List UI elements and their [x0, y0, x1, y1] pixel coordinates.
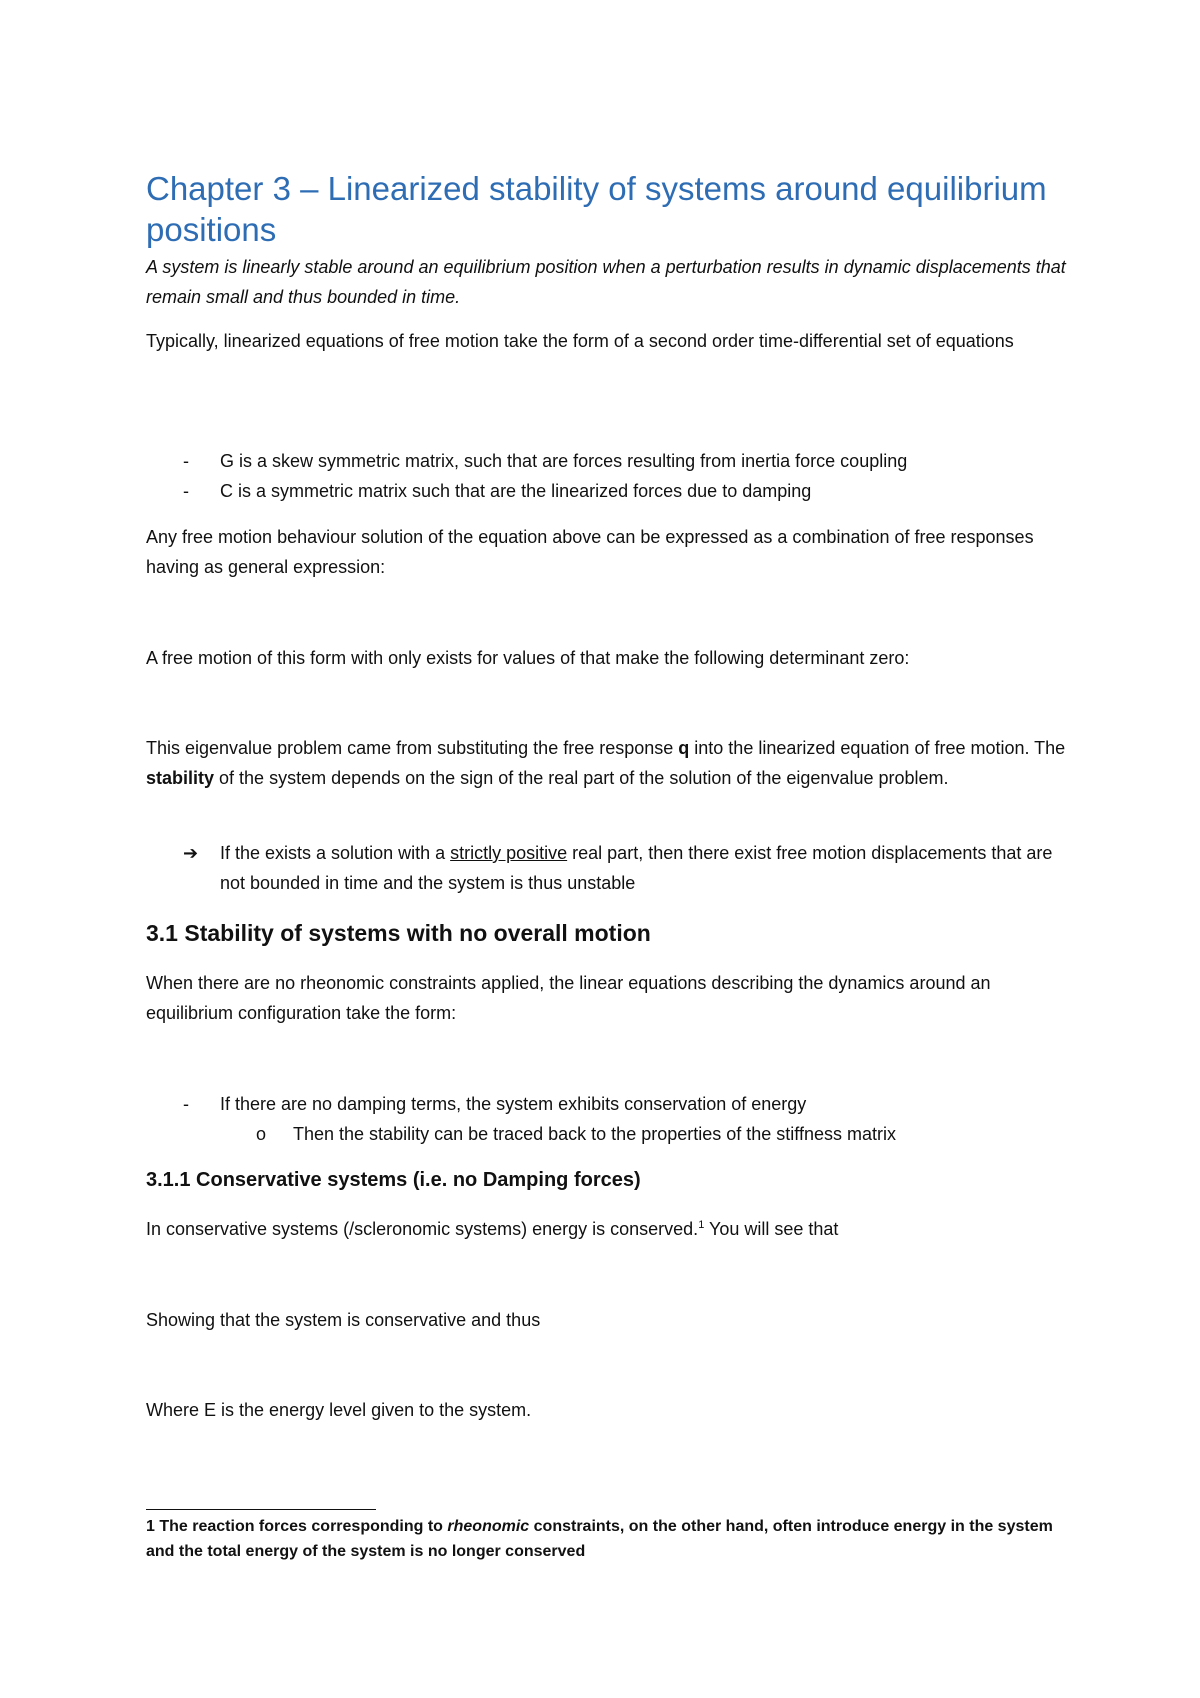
rheonomic-term: rheonomic — [447, 1518, 530, 1535]
footnote-1: 1 The reaction forces corresponding to rheonomic constraints, on the other hand, often introduce energy in the system and the total energy of the system is no longer conserved — [146, 1518, 1053, 1560]
bullet-text: G is a skew symmetric matrix, such that are forces resulting from inertia force coupling — [220, 451, 908, 471]
section-3-1-text: When there are no rheonomic constraints applied, the linear equations describing the dynamics around an equilibrium configuration take the form: — [146, 973, 991, 1023]
section-3-1-heading: 3.1 Stability of systems with no overall motion — [146, 920, 651, 946]
footnote-separator — [146, 1509, 376, 1510]
intro-paragraph: Typically, linearized equations of free motion take the form of a second order time-differential set of equations — [146, 331, 1014, 351]
subbullet-stiffness: o Then the stability can be traced back to the properties of the stiffness matrix — [293, 1119, 1083, 1149]
bullet-text: C is a symmetric matrix such that are the linearized forces due to damping — [220, 481, 812, 501]
subbullet-mark: o — [256, 1124, 267, 1144]
bullet-no-damping: - If there are no damping terms, the system exhibits conservation of energy — [220, 1089, 1080, 1119]
unstable-conclusion: ➔ If the exists a solution with a strictly positive real part, then there exist free motion displacements that are not bounded in time and the system is thus unstable — [220, 838, 1060, 898]
free-motion-paragraph: Any free motion behaviour solution of the equation above can be expressed as a combination of free responses having as general expression: — [146, 527, 1034, 577]
arrow-right-icon: ➔ — [183, 843, 199, 863]
bullet-mark: - — [183, 451, 189, 471]
eigenvalue-paragraph: This eigenvalue problem came from substituting the free response q into the linearized equation of free motion. The stability of the system depends on the sign of the real part of the solution of the eigenvalue problem. — [146, 738, 1066, 788]
energy-level-paragraph: Where E is the energy level given to the system. — [146, 1400, 532, 1420]
q-symbol: q — [678, 738, 690, 758]
section-3-1-1-heading: 3.1.1 Conservative systems (i.e. no Damping forces) — [146, 1169, 641, 1191]
stability-definition: A system is linearly stable around an equilibrium position when a perturbation results in dynamic displacements that remain small and thus bounded in time. — [146, 257, 1066, 307]
conservative-paragraph: In conservative systems (/scleronomic systems) energy is conserved.$^1$ You will see that — [146, 1219, 839, 1239]
conservative-showing: Showing that the system is conservative and thus — [146, 1310, 541, 1330]
stability-term: stability — [146, 768, 215, 788]
footnote-reference[interactable]: 1 — [698, 1219, 705, 1231]
determinant-paragraph: A free motion of this form with only exists for values of that make the following determinant zero: — [146, 648, 910, 668]
chapter-title: Chapter 3 – Linearized stability of systems around equilibrium positions — [146, 170, 1047, 248]
strictly-positive-term: strictly positive — [450, 843, 568, 863]
bullet-mark: - — [183, 481, 189, 501]
bullet-g-matrix — [183, 446, 1080, 476]
bullet-c-matrix — [183, 476, 1080, 506]
bullet-mark: - — [183, 1094, 189, 1114]
